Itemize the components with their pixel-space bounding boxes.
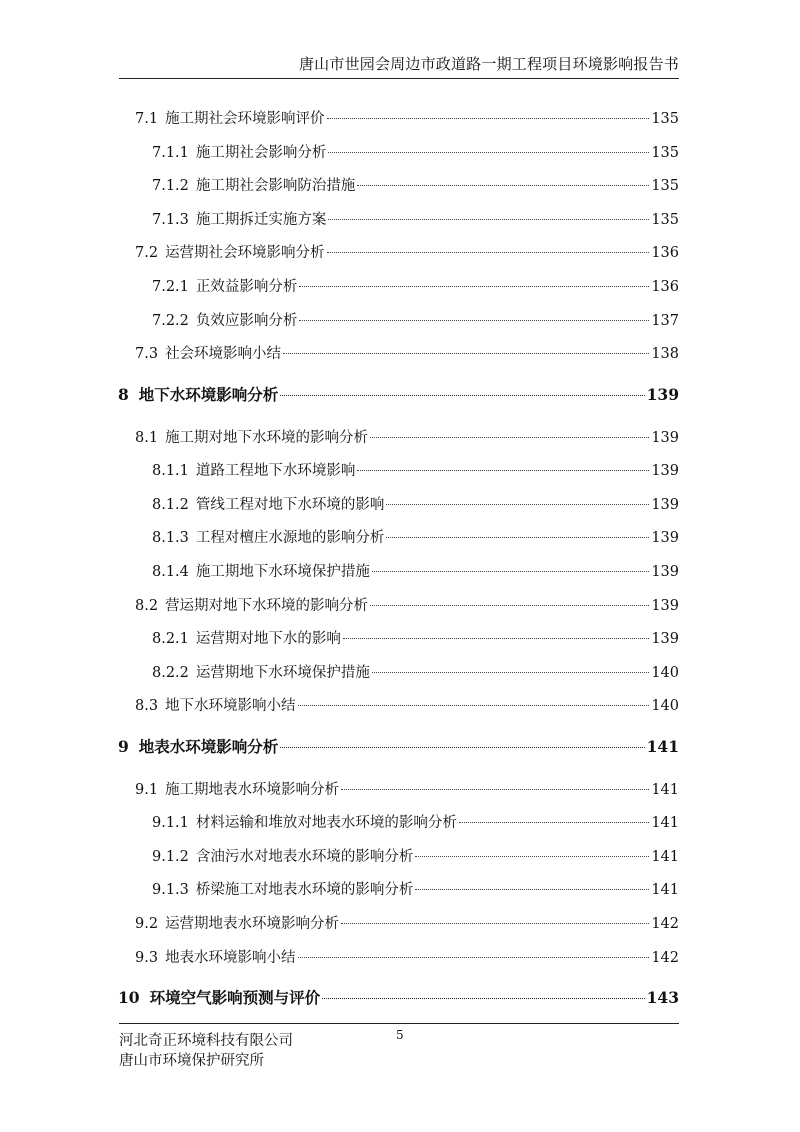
footer-institute: 唐山市环境保护研究所: [119, 1053, 264, 1069]
page-header: [119, 52, 679, 79]
dot-leader: [415, 856, 649, 857]
toc-entry-7-2-1[interactable]: 7.2.1 正效益影响分析 136: [152, 279, 679, 295]
toc-entry-8-1-3[interactable]: 8.1.3 工程对檀庄水源地的影响分析 139: [152, 530, 679, 546]
dot-leader: [328, 152, 649, 153]
document-title: 唐山市世园会周边市政道路一期工程项目环境影响报告书: [298, 55, 679, 73]
dot-leader: [372, 672, 649, 673]
toc-entry-8-2[interactable]: 8.2 营运期对地下水环境的影响分析 139: [135, 598, 679, 614]
dot-leader: [370, 605, 649, 606]
dot-leader: [415, 889, 649, 890]
toc-entry-9-1[interactable]: 9.1 施工期地表水环境影响分析 141: [135, 782, 679, 798]
toc-entry-8-3[interactable]: 8.3 地下水环境影响小结 140: [135, 698, 679, 714]
toc-entry-8-2-1[interactable]: 8.2.1 运营期对地下水的影响 139: [152, 631, 679, 647]
toc-entry-7-1-2[interactable]: 7.1.2 施工期社会影响防治措施 135: [152, 178, 679, 194]
toc-entry-9-3[interactable]: 9.3 地表水环境影响小结 142: [135, 950, 679, 966]
dot-leader: [299, 286, 649, 287]
toc-entry-8-1-1[interactable]: 8.1.1 道路工程地下水环境影响 139: [152, 463, 679, 479]
dot-leader: [299, 320, 649, 321]
toc-entry-7-1-1[interactable]: 7.1.1 施工期社会影响分析 135: [152, 145, 679, 161]
toc-chapter-9[interactable]: 9 地表水环境影响分析 141: [118, 737, 679, 756]
toc-entry-8-1-2[interactable]: 8.1.2 管线工程对地下水环境的影响 139: [152, 497, 679, 513]
dot-leader: [370, 437, 649, 438]
dot-leader: [341, 923, 649, 924]
dot-leader: [298, 957, 650, 958]
dot-leader: [280, 747, 644, 748]
toc-entry-7-1-3[interactable]: 7.1.3 施工期拆迁实施方案 135: [152, 212, 679, 228]
toc-entry-9-1-1[interactable]: 9.1.1 材料运输和堆放对地表水环境的影响分析 141: [152, 815, 679, 831]
dot-leader: [357, 470, 649, 471]
toc-entry-9-1-3[interactable]: 9.1.3 桥梁施工对地表水环境的影响分析 141: [152, 882, 679, 898]
dot-leader: [298, 705, 650, 706]
toc-entry-7-2[interactable]: 7.2 运营期社会环境影响分析 136: [135, 245, 679, 261]
dot-leader: [328, 219, 649, 220]
dot-leader: [386, 504, 649, 505]
dot-leader: [372, 571, 649, 572]
toc-entry-9-2[interactable]: 9.2 运营期地表水环境影响分析 142: [135, 916, 679, 932]
toc-entry-9-1-2[interactable]: 9.1.2 含油污水对地表水环境的影响分析 141: [152, 849, 679, 865]
toc-entry-7-1[interactable]: 7.1 施工期社会环境影响评价 135: [135, 111, 679, 127]
dot-leader: [357, 185, 649, 186]
dot-leader: [341, 789, 649, 790]
page-number: 5: [396, 1028, 404, 1042]
toc-entry-8-1[interactable]: 8.1 施工期对地下水环境的影响分析 139: [135, 430, 679, 446]
toc-entry-7-2-2[interactable]: 7.2.2 负效应影响分析 137: [152, 313, 679, 329]
toc-entry-8-1-4[interactable]: 8.1.4 施工期地下水环境保护措施 139: [152, 564, 679, 580]
dot-leader: [386, 537, 649, 538]
dot-leader: [283, 353, 649, 354]
toc-chapter-8[interactable]: 8 地下水环境影响分析 139: [118, 385, 679, 404]
toc-entry-7-3[interactable]: 7.3 社会环境影响小结 138: [135, 346, 679, 362]
footer-company: 河北奇正环境科技有限公司: [119, 1033, 293, 1049]
dot-leader: [280, 395, 644, 396]
toc-chapter-10[interactable]: 10 环境空气影响预测与评价 143: [118, 988, 679, 1007]
dot-leader: [327, 252, 650, 253]
dot-leader: [343, 638, 649, 639]
toc-entry-8-2-2[interactable]: 8.2.2 运营期地下水环境保护措施 140: [152, 665, 679, 681]
dot-leader: [459, 822, 649, 823]
dot-leader: [322, 998, 645, 999]
footer-divider: [119, 1023, 679, 1024]
dot-leader: [327, 118, 650, 119]
